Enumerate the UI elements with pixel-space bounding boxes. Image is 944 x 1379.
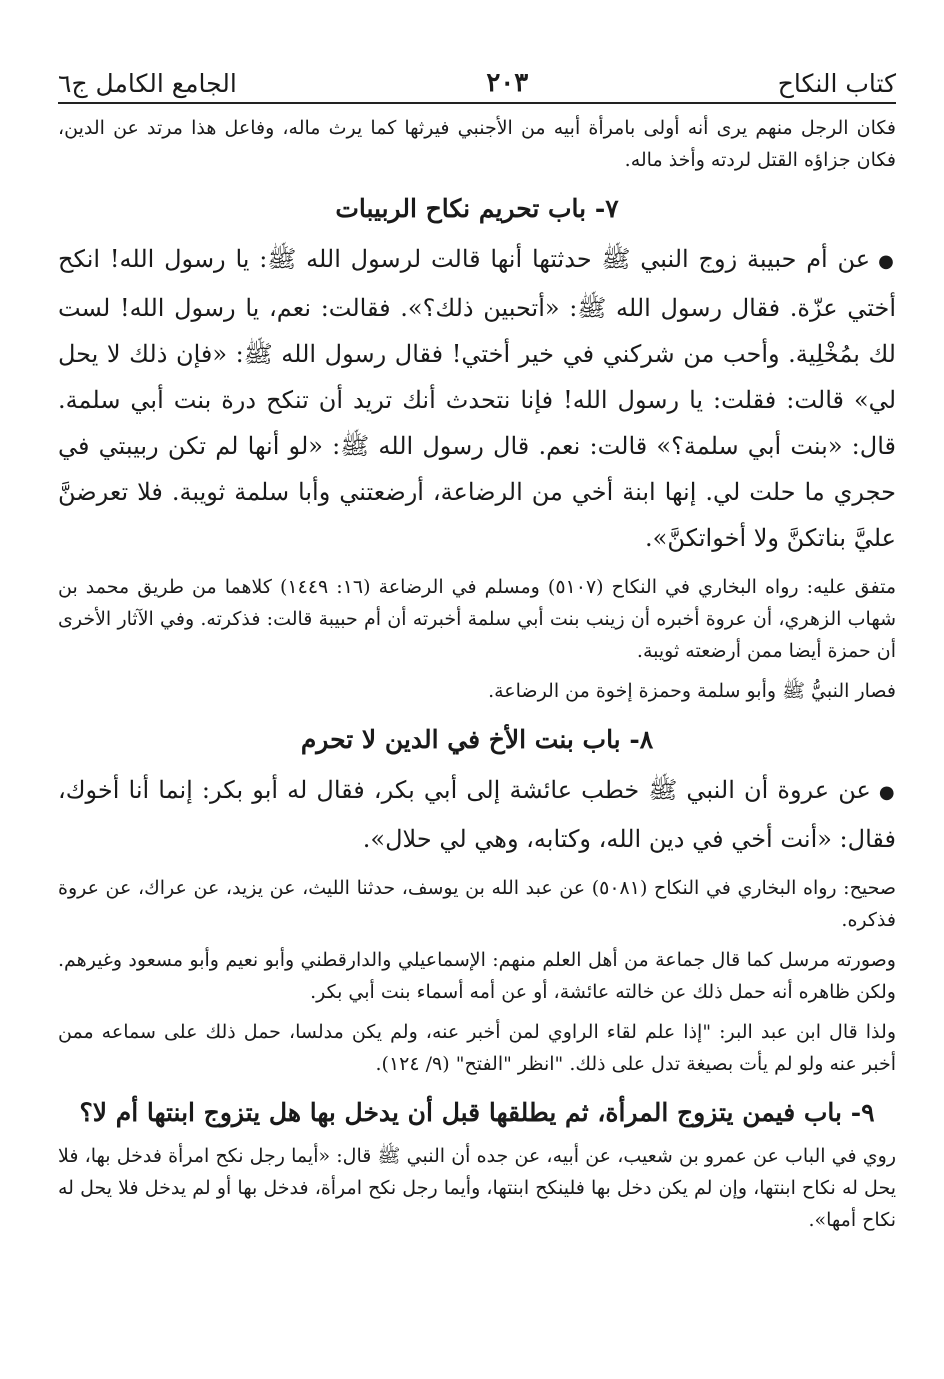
section-8-takhrij: صحيح: رواه البخاري في النكاح (٥٠٨١) عن عبد الله بن يوسف، حدثنا الليث، عن يزيد، عن عراك، عن عروة فذكره. <box>58 877 896 931</box>
section-8-heading: ٨- باب بنت الأخ في الدين لا تحرم <box>300 725 654 754</box>
section-9-text: روي في الباب عن عمرو بن شعيب، عن أبيه، عن جده أن النبي ﷺ قال: «أيما رجل نكح امرأة فدخل بها، فلا يحل له نكاح ابنتها، وإن لم يكن دخل بها فلينكح ابنتها، وأيما رجل نكح امرأة، فدخل بها أو لم يدخل فلا يحل له نكاح أمها». <box>58 1145 896 1231</box>
section-7-note: فصار النبيُّ ﷺ وأبو سلمة وحمزة إخوة من الرضاعة. <box>488 680 896 702</box>
book-volume-title: الجامع الكامل ج٦ <box>58 69 237 98</box>
section-8-note-2: ولذا قال ابن عبد البر: "إذا علم لقاء الراوي لمن أخبر عنه، ولم يكن مدلسا، حمل ذلك على سماعه ممن أخبر عنه ولو لم يأت بصيغة تدل على ذلك. "انظر "الفتح" (٩/ ١٢٤). <box>58 1021 896 1075</box>
section-7 <box>58 188 896 707</box>
bullet-icon: ● <box>878 251 896 272</box>
page-number: ٢٠٣ <box>486 68 529 98</box>
section-7-hadith-text: عن أم حبيبة زوج النبي ﷺ حدثتها أنها قالت لرسول الله ﷺ: يا رسول الله! انكح أختي عزّة. فقال رسول الله ﷺ: «أتحبين ذلك؟». فقالت: نعم، يا رسول الله! لست لك بمُخْلِية. وأحب من شركني في خير أختي! فقال رسول الله ﷺ: «فإن ذلك لا يحل لي» قالت: فقلت: يا رسول الله! فإنا نتحدث أنك تريد أن تنكح درة بنت أبي سلمة. قال: «بنت أبي سلمة؟» قالت: نعم. قال رسول الله ﷺ: «لو أنها لم تكن ربيبتي في حجري ما حلت لي. إنها ابنة أخي من الرضاعة، أرضعتني وأبا سلمة ثويبة. فلا تعرضنَّ عليَّ بناتكنَّ ولا أخواتكنَّ». <box>58 245 897 552</box>
section-9 <box>58 1092 896 1236</box>
section-7-heading: ٧- باب تحريم نكاح الربيبات <box>335 194 619 223</box>
section-8-hadith-text: عن عروة أن النبي ﷺ خطب عائشة إلى أبي بكر، فقال له أبو بكر: إنما أنا أخوك، فقال: «أنت أخي في دين الله، وكتابه، وهي لي حلال». <box>58 776 896 853</box>
page-header <box>58 58 896 104</box>
bullet-icon: ● <box>878 782 896 803</box>
section-9-heading: ٩- باب فيمن يتزوج المرأة، ثم يطلقها قبل أن يدخل بها هل يتزوج ابنتها أم لا؟ <box>79 1098 875 1127</box>
section-8-note-1: وصورته مرسل كما قال جماعة من أهل العلم منهم: الإسماعيلي والدارقطني وأبو نعيم وأبو مسعود وغيرهم. ولكن ظاهره أنه حمل ذلك عن خالته عائشة، أو عن أمه أسماء بنت أبي بكر. <box>58 949 896 1003</box>
section-8-hadith <box>58 767 896 862</box>
section-7-hadith <box>58 236 896 561</box>
section-8 <box>58 719 896 1080</box>
book-page <box>58 58 896 1236</box>
chapter-title: كتاب النكاح <box>777 69 896 98</box>
section-7-takhrij: متفق عليه: رواه البخاري في النكاح (٥١٠٧) ومسلم في الرضاعة (١٦: ١٤٤٩) كلاهما من طريق محمد بن شهاب الزهري، أن عروة أخبره أن زينب بنت أبي سلمة أخبرته أن أم حبيبة قالت: فذكرته. وفي الآثار الأخرى أن حمزة أيضا ممن أرضعته ثويبة. <box>58 576 896 662</box>
intro-paragraph: فكان الرجل منهم يرى أنه أولى بامرأة أبيه من الأجنبي فيرثها كما يرث ماله، وفاعل هذا مرتد عن الدين، فكان جزاؤه القتل لردته وأخذ ماله. <box>58 117 896 171</box>
